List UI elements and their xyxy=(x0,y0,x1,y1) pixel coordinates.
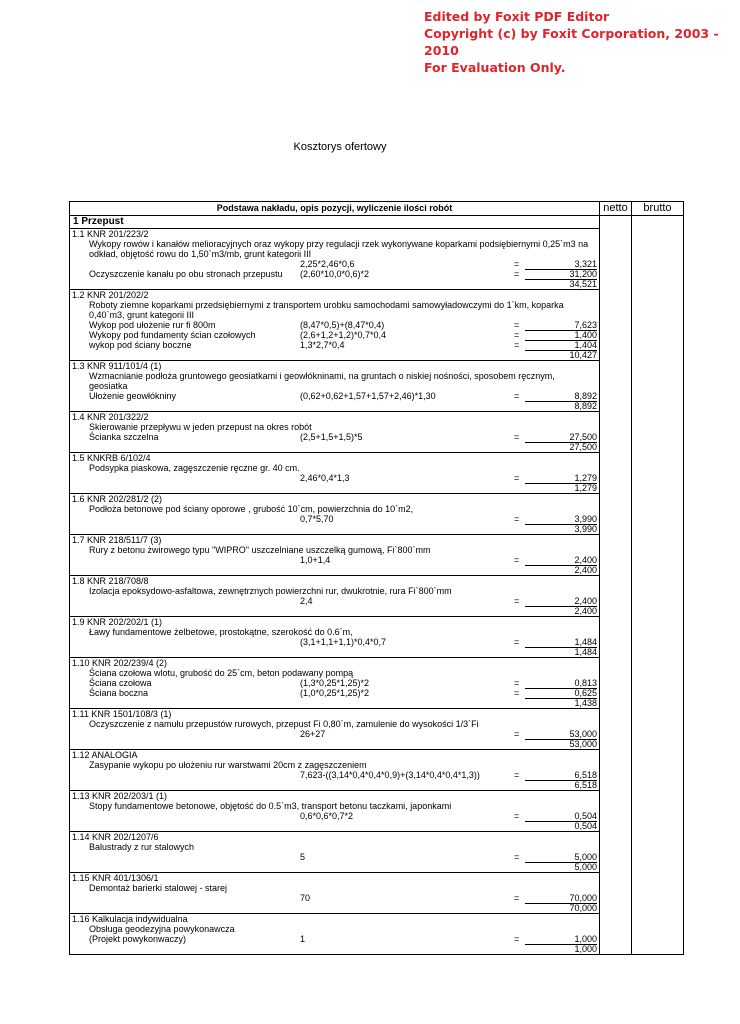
position-code: 1.2 KNR 201/202/2 xyxy=(72,290,149,300)
equals-sign: = xyxy=(514,555,520,565)
quantity-row xyxy=(70,678,599,688)
quantity-formula: (1,3*0,25*1,25)*2 xyxy=(300,678,370,688)
position-description: Wykopy rowów i kanałów melioracyjnych oraz wykopy przy regulacji rzek wykonywane koparkami podsiębiernymi 0,25`m3 na odkład, objętość rowu do 1,50`m3/mb, grunt kategorii III xyxy=(89,239,589,259)
equals-sign: = xyxy=(514,811,520,821)
equals-sign: = xyxy=(514,637,520,647)
equals-sign: = xyxy=(514,596,520,606)
positions-list xyxy=(70,229,599,954)
position-description: Stopy fundamentowe betonowe, objętość do 0.5`m3, transport betonu taczkami, japonkami xyxy=(89,801,452,811)
position-block xyxy=(70,229,599,290)
netto-column xyxy=(600,216,632,955)
watermark-line-2: Copyright (c) by Foxit Corporation, 2003 - 2010 xyxy=(424,26,719,58)
position-description: Podsypka piaskowa, zagęszczenie ręczne gr. 40 cm. xyxy=(89,463,300,473)
equals-sign: = xyxy=(514,514,520,524)
position-code: 1.14 KNR 202/1207/6 xyxy=(72,832,159,842)
quantity-formula: 2,46*0,4*1,3 xyxy=(300,473,350,483)
position-code: 1.13 KNR 202/203/1 (1) xyxy=(72,791,168,801)
equals-sign: = xyxy=(514,320,520,330)
position-code: 1.3 KNR 911/101/4 (1) xyxy=(72,361,162,371)
quantity-row xyxy=(70,934,599,944)
equals-sign: = xyxy=(514,259,520,269)
quantity-value: 1,484 xyxy=(525,637,597,648)
position-total: 1,438 xyxy=(574,698,597,708)
quantity-row xyxy=(70,269,599,279)
table-header-row xyxy=(70,202,684,216)
quantity-value: 1,404 xyxy=(525,340,597,351)
quantity-row xyxy=(70,688,599,698)
quantity-row xyxy=(70,811,599,821)
quantity-row xyxy=(70,514,599,524)
quantity-row xyxy=(70,596,599,606)
position-block xyxy=(70,658,599,709)
position-block xyxy=(70,453,599,494)
position-code: 1.12 ANALOGIA xyxy=(72,750,138,760)
equals-sign: = xyxy=(514,269,520,279)
quantity-label: Ułożenie geowłókniny xyxy=(89,391,177,401)
position-description: Izolacja epoksydowo-asfaltowa, zewnętrznych powierzchni rur, dwukrotnie, rura Fi`800`mm xyxy=(89,586,452,596)
quantity-value: 53,000 xyxy=(525,729,597,740)
quantity-row xyxy=(70,770,599,780)
page-title: Kosztorys ofertowy xyxy=(293,141,387,153)
equals-sign: = xyxy=(514,473,520,483)
position-description: Oczyszczenie z namułu przepustów rurowych, przepust Fi 0,80`m, zamulenie do wysokości 1/3`Fi xyxy=(89,719,479,729)
quantity-label: Oczyszczenie kanału po obu stronach przepustu xyxy=(89,269,283,279)
quantity-formula: 7,623-((3,14*0,4*0,4*0,9)+(3,14*0,4*0,4*1,3)) xyxy=(300,770,480,780)
quantity-value: 1,400 xyxy=(525,330,597,341)
position-code: 1.5 KNKRB 6/102/4 xyxy=(72,453,151,463)
position-block xyxy=(70,914,599,954)
quantity-value: 1,279 xyxy=(525,473,597,484)
position-description: Skierowanie przepływu w jeden przepust na okres robót xyxy=(89,422,312,432)
quantity-formula: (2,6+1,2+1,2)*0,7*0,4 xyxy=(300,330,387,340)
foxit-watermark xyxy=(424,8,740,76)
position-block xyxy=(70,361,599,412)
position-code: 1.16 Kalkulacja indywidualna xyxy=(72,914,188,924)
quantity-value: 31,200 xyxy=(525,269,597,280)
quantity-row xyxy=(70,729,599,739)
position-code: 1.9 KNR 202/202/1 (1) xyxy=(72,617,163,627)
quantity-row xyxy=(70,330,599,340)
quantity-value: 3,321 xyxy=(525,259,597,270)
quantity-label: wykop pod ściany boczne xyxy=(89,340,192,350)
quantity-formula: 0,6*0,6*0,7*2 xyxy=(300,811,354,821)
quantity-label: Wykopy pod fundamenty ścian czołowych xyxy=(89,330,256,340)
quantity-formula: 70 xyxy=(300,893,311,903)
quantity-label: Ścianka szczelna xyxy=(89,432,159,442)
brutto-column xyxy=(632,216,684,955)
quantity-value: 5,000 xyxy=(525,852,597,863)
position-block xyxy=(70,791,599,832)
quantity-value: 70,000 xyxy=(525,893,597,904)
position-total: 34,521 xyxy=(569,279,597,289)
quantity-label: Ściana czołowa xyxy=(89,678,152,688)
position-description: Demontaż barierki stalowej - starej xyxy=(89,883,228,893)
position-block xyxy=(70,576,599,617)
position-total: 0,504 xyxy=(574,821,597,831)
position-total: 1,484 xyxy=(574,647,597,657)
section-heading: 1 Przepust xyxy=(70,216,599,229)
position-total: 53,000 xyxy=(569,739,597,749)
position-block xyxy=(70,750,599,791)
position-block xyxy=(70,412,599,453)
quantity-value: 0,504 xyxy=(525,811,597,822)
position-description: Balustrady z rur stalowych xyxy=(89,842,195,852)
equals-sign: = xyxy=(514,330,520,340)
quantity-value: 0,813 xyxy=(525,678,597,689)
equals-sign: = xyxy=(514,340,520,350)
equals-sign: = xyxy=(514,729,520,739)
quantity-value: 3,990 xyxy=(525,514,597,525)
quantity-row xyxy=(70,432,599,442)
quantity-row xyxy=(70,259,599,269)
position-block xyxy=(70,535,599,576)
quantity-row xyxy=(70,555,599,565)
quantity-label: Wykop pod ułożenie rur fi 800m xyxy=(89,320,216,330)
position-description: Zasypanie wykopu po ułożeniu rur warstwami 20cm z zagęszczeniem xyxy=(89,760,367,770)
position-description: Wzmacnianie podłoża gruntowego geosiatkami i geowłókninami, na gruntach o niskiej nośności, sposobem ręcznym, geosiatka xyxy=(89,371,555,391)
position-description: Rury z betonu żwirowego typu "WIPRO" uszczelniane uszczelką gumową, Fi`800`mm xyxy=(89,545,431,555)
positions-cell xyxy=(70,216,600,955)
equals-sign: = xyxy=(514,432,520,442)
quantity-label: (Projekt powykonwaczy) xyxy=(89,934,187,944)
quantity-formula: (0,62+0,62+1,57+1,57+2,46)*1,30 xyxy=(300,391,436,401)
quantity-formula: (1,0*0,25*1,25)*2 xyxy=(300,688,370,698)
quantity-row xyxy=(70,340,599,350)
equals-sign: = xyxy=(514,391,520,401)
quantity-formula: 1 xyxy=(300,934,306,944)
quantity-formula: (8,47*0,5)+(8,47*0,4) xyxy=(300,320,385,330)
position-block xyxy=(70,709,599,750)
equals-sign: = xyxy=(514,893,520,903)
quantity-value: 8,892 xyxy=(525,391,597,402)
position-code: 1.11 KNR 1501/108/3 (1) xyxy=(72,709,172,719)
position-total: 1,000 xyxy=(574,944,597,954)
quantity-value: 0,625 xyxy=(525,688,597,699)
position-block xyxy=(70,290,599,361)
header-brutto: brutto xyxy=(632,202,684,216)
quantity-row xyxy=(70,473,599,483)
equals-sign: = xyxy=(514,770,520,780)
watermark-line-3: For Evaluation Only. xyxy=(424,60,566,75)
equals-sign: = xyxy=(514,934,520,944)
quantity-formula: (3,1+1,1+1,1)*0,4*0,7 xyxy=(300,637,387,647)
quantity-row xyxy=(70,320,599,330)
position-description: Roboty ziemne koparkami przedsiębiernymi z transportem urobku samochodami samowyładowczymi do 1`km, koparka 0,40`m3, grunt kategorii III xyxy=(89,300,564,320)
position-total: 1,279 xyxy=(574,483,597,493)
position-code: 1.15 KNR 401/1306/1 xyxy=(72,873,159,883)
quantity-value: 2,400 xyxy=(525,596,597,607)
position-description: Podłoża betonowe pod ściany oporowe , grubość 10`cm, powierzchnia do 10`m2, xyxy=(89,504,414,514)
position-total: 27,500 xyxy=(569,442,597,452)
quantity-formula: 5 xyxy=(300,852,306,862)
position-block xyxy=(70,832,599,873)
position-code: 1.6 KNR 202/281/2 (2) xyxy=(72,494,163,504)
equals-sign: = xyxy=(514,852,520,862)
quantity-row xyxy=(70,852,599,862)
position-code: 1.10 KNR 202/239/4 (2) xyxy=(72,658,168,668)
quantity-value: 6,518 xyxy=(525,770,597,781)
position-block xyxy=(70,494,599,535)
quantity-label: Ściana boczna xyxy=(89,688,149,698)
quantity-formula: 2,25*2,46*0,6 xyxy=(300,259,355,269)
watermark-line-1: Edited by Foxit PDF Editor xyxy=(424,9,610,24)
quantity-row xyxy=(70,391,599,401)
position-description: Ściana czołowa wlotu, grubość do 25`cm, beton podawany pompą xyxy=(89,668,354,678)
quantity-formula: 1,3*2,7*0,4 xyxy=(300,340,345,350)
position-total: 10,427 xyxy=(569,350,597,360)
position-description: Ławy fundamentowe żelbetowe, prostokątne, szerokość do 0.6`m, xyxy=(89,627,353,637)
quantity-value: 2,400 xyxy=(525,555,597,566)
quantity-formula: 26+27 xyxy=(300,729,326,739)
quantity-value: 7,623 xyxy=(525,320,597,331)
position-block xyxy=(70,873,599,914)
quantity-row xyxy=(70,893,599,903)
quantity-value: 1,000 xyxy=(525,934,597,945)
position-code: 1.7 KNR 218/511/7 (3) xyxy=(72,535,162,545)
quantity-formula: (2,60*10,0*0,6)*2 xyxy=(300,269,370,279)
position-total: 5,000 xyxy=(574,862,597,872)
equals-sign: = xyxy=(514,688,520,698)
position-code: 1.8 KNR 218/708/8 xyxy=(72,576,149,586)
quantity-formula: 0,7*5,70 xyxy=(300,514,334,524)
position-code: 1.1 KNR 201/223/2 xyxy=(72,229,149,239)
position-total: 2,400 xyxy=(574,606,597,616)
cost-estimate-table xyxy=(69,201,684,955)
quantity-formula: (2,5+1,5+1,5)*5 xyxy=(300,432,363,442)
quantity-formula: 2,4 xyxy=(300,596,313,606)
position-total: 8,892 xyxy=(574,401,597,411)
position-block xyxy=(70,617,599,658)
position-total: 2,400 xyxy=(574,565,597,575)
position-description: Obsługa geodezyjna powykonawcza xyxy=(89,924,235,934)
quantity-value: 27,500 xyxy=(525,432,597,443)
header-description: Podstawa nakładu, opis pozycji, wyliczenie ilości robót xyxy=(70,202,600,216)
position-total: 3,990 xyxy=(574,524,597,534)
header-netto: netto xyxy=(600,202,632,216)
position-code: 1.4 KNR 201/322/2 xyxy=(72,412,149,422)
position-total: 70,000 xyxy=(569,903,597,913)
position-total: 6,518 xyxy=(574,780,597,790)
quantity-formula: 1,0+1,4 xyxy=(300,555,331,565)
equals-sign: = xyxy=(514,678,520,688)
quantity-row xyxy=(70,637,599,647)
